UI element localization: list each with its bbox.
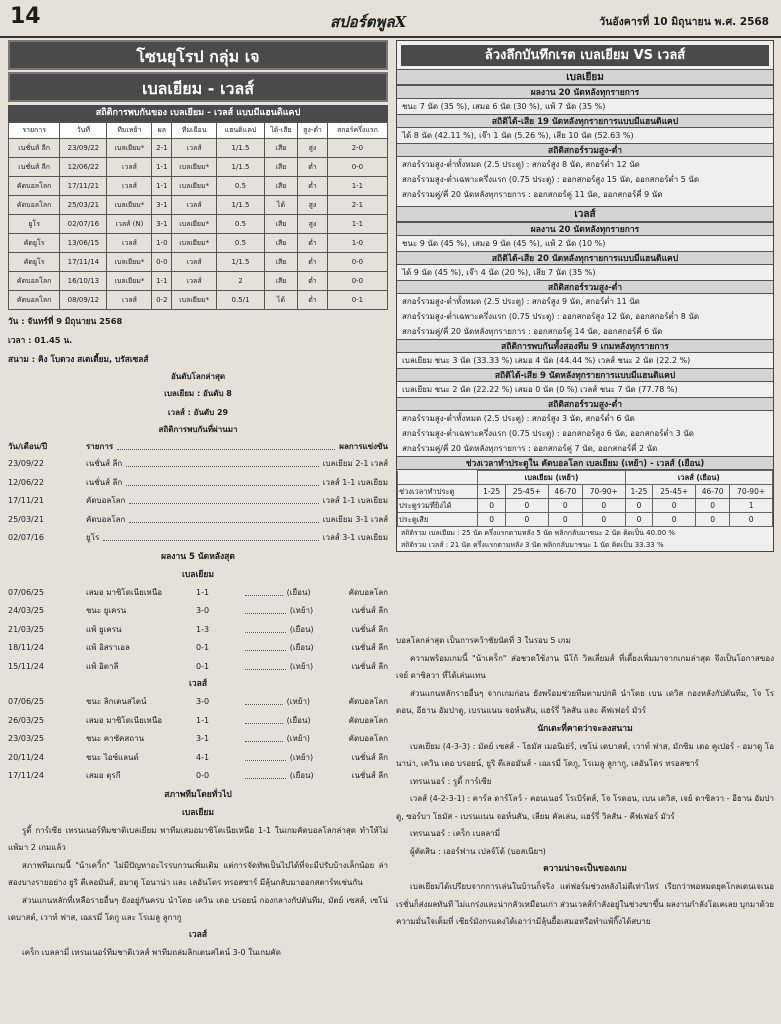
period-value: 0	[582, 513, 625, 527]
last5-row	[8, 639, 388, 658]
stat-line: ได้ 9 นัด (45 %), เจ๊า 4 นัด (20 %), เสีย 7 นัด (35 %)	[402, 268, 596, 277]
last5-date: 26/03/25	[8, 715, 44, 725]
last5-team2-list	[8, 693, 388, 786]
table-cell: คัดยูโร	[9, 234, 60, 253]
last5-competition: เนชั่นส์ ลีก	[351, 752, 388, 762]
last5-venue: (เหย้า)	[289, 661, 314, 671]
table-cell: เสีย	[264, 272, 297, 291]
team-status-title: สภาพทีมโดยทั่วไป	[164, 789, 232, 800]
table-header-cell: ผล	[152, 123, 172, 139]
lineup-team2: เวลส์ (4-2-3-1) : คาร์ล ดาร์โลว์ - คอนเนอร์ โรเบิร์ตส์, โจ โรดอน, เบน เดวิส, เจย์ ดาซิลวา - อีธาน อัมปาดู, ซอร์บา โธมัส - เบรนแนน จอห์นสัน, เลียม คัลเล่น, แฮร์รี่ วิลสัน - คีฟเฟอร์ มัวร์	[396, 794, 774, 821]
last5-competition: คัดบอลโลก	[348, 734, 388, 743]
meeting-result: เบลเยียม 2-1 เวลส์	[322, 459, 388, 468]
table-cell: ต่ำ	[298, 272, 328, 291]
brand-logo: สปอร์ตพูลX	[330, 13, 407, 31]
table-cell: 0.5/1	[217, 291, 265, 310]
right-column	[396, 40, 774, 552]
match-time: เวลา : 01.45 น.	[8, 335, 73, 345]
table-row	[9, 158, 388, 177]
lineup-title: นักเตะที่คาดว่าจะลงสนาม	[537, 723, 633, 734]
last5-venue: (เหย้า)	[286, 734, 311, 743]
table-cell: คัดบอลโลก	[9, 272, 60, 291]
stat-line: สกอร์รวมคู่/คี่ 20 นัดหลังทุกรายการ : ออกสกอร์คู่ 14 นัด, ออกสกอร์คี่ 6 นัด	[402, 327, 663, 336]
issue-date: วันอังคารที่ 10 มิถุนายน พ.ศ. 2568	[599, 16, 769, 28]
last5-score: 3-1	[196, 734, 210, 743]
meeting-date: 12/06/22	[8, 477, 44, 487]
last5-date: 17/11/24	[8, 771, 44, 780]
last5-competition: คัดบอลโลก	[348, 587, 388, 597]
table-row	[9, 215, 388, 234]
team1-heading: เบลเยียม	[397, 69, 773, 85]
period-row	[398, 499, 773, 513]
last5-team1-title: เบลเยียม	[182, 569, 214, 580]
last5-opponent: ชนะ ลิกเตนสไตน์	[86, 697, 147, 706]
last5-row	[8, 658, 388, 677]
table-cell: 17/11/14	[60, 253, 107, 272]
table-cell: ต่ำ	[298, 253, 328, 272]
last5-opponent: เสมอ ตุรกี	[86, 771, 121, 780]
table-cell: 0-0	[327, 272, 387, 291]
ranking-team1: เบลเยียม : อันดับ 8	[164, 389, 232, 398]
table-header-cell: สกอร์ครึ่งแรก	[327, 123, 387, 139]
period-table	[397, 470, 773, 527]
last5-venue: (เหย้า)	[289, 752, 314, 762]
period-value: 0	[505, 513, 548, 527]
last5-competition: เนชั่นส์ ลีก	[351, 643, 388, 652]
last5-row	[8, 584, 388, 603]
past-meeting-row	[8, 455, 388, 474]
stat-line: สกอร์รวมสูง-ต่ำทั้งหมด (2.5 ประตู) : สกอร์สูง 8 นัด, สกอร์ต่ำ 12 นัด	[402, 160, 640, 169]
stat-line: สกอร์รวมสูง-ต่ำทั้งหมด (2.5 ประตู) : สกอร์สูง 3 นัด, สกอร์ต่ำ 6 นัด	[402, 414, 635, 423]
last5-competition: เนชั่นส์ ลีก	[351, 624, 388, 634]
stat-line: สกอร์รวมสูง-ต่ำเฉพาะครึ่งแรก (0.75 ประตู) : ออกสกอร์สูง 12 นัด, ออกสกอร์ต่ำ 8 นัด	[402, 312, 700, 321]
period-value: 0	[505, 499, 548, 513]
period-bin: 25-45+	[653, 485, 696, 499]
match-info	[8, 312, 388, 369]
table-cell: เสีย	[264, 215, 297, 234]
table-cell: เบลเยียม*	[172, 291, 217, 310]
last5-date: 18/11/24	[8, 643, 44, 652]
table-cell: 0-0	[152, 253, 172, 272]
table-cell: คัดบอลโลก	[9, 196, 60, 215]
table-cell: คัดบอลโลก	[9, 177, 60, 196]
period-value: 0	[548, 513, 582, 527]
last5-date: 07/06/25	[8, 587, 44, 597]
table-cell: เวลส์	[107, 158, 152, 177]
table-cell: 17/11/21	[60, 177, 107, 196]
stat-line: เบลเยียม ชนะ 3 นัด (33.33 %) เสมอ 4 นัด (44.44 %) เวลส์ ชนะ 2 นัด (22.2 %)	[402, 356, 691, 365]
last5-venue: (เยือน)	[286, 587, 311, 597]
table-header-cell: ทีมเหย้า	[107, 123, 152, 139]
period-row	[398, 513, 773, 527]
table-cell: เบลเยียม*	[107, 272, 152, 291]
table-cell: ต่ำ	[298, 234, 328, 253]
table-cell: 23/09/22	[60, 139, 107, 158]
last5-opponent: แพ้ ยูเครน	[86, 624, 122, 634]
last5-opponent: แพ้ อิตาลี	[86, 661, 119, 671]
last5-opponent: เสมอ มาซิโดเนียเหนือ	[86, 587, 163, 597]
table-row	[9, 196, 388, 215]
table-cell: 0.5	[217, 215, 265, 234]
last5-competition: เนชั่นส์ ลีก	[351, 771, 388, 780]
last5-row	[8, 621, 388, 640]
table-cell: เวลส์	[172, 196, 217, 215]
lineup-team1: เบลเยียม (4-3-3) : มัตย์ เซสส์ - โธมัส เมอนิเย่ร์, เซโน่ เดบาสต์, เวาท์ ฟาส, มักซิม เดอ คูเปอร์ - อมาดู โอนาน่า, เควิน เดอ บรอยน์, ยูริ ตีเลอมันส์ - เฌเรมี่ โดกู, โรเมลู ลูกากู, เลอันโดร ทรอสซาร์	[396, 741, 775, 768]
table-cell: 0.5	[217, 234, 265, 253]
table-cell: ต่ำ	[298, 291, 328, 310]
past-meeting-row	[8, 492, 388, 511]
last5-date: 20/11/24	[8, 752, 44, 762]
period-bin: 70-90+	[582, 485, 625, 499]
last5-venue: (เยือน)	[289, 771, 314, 780]
table-cell: 1-1	[327, 177, 387, 196]
table-cell: ต่ำ	[298, 177, 328, 196]
stat-line: ชนะ 9 นัด (45 %), เสมอ 9 นัด (45 %), แพ้ 2 นัด (10 %)	[402, 239, 606, 248]
last5-opponent: เสมอ มาซิโดเนียเหนือ	[86, 715, 163, 725]
last5-competition: เนชั่นส์ ลีก	[351, 606, 388, 615]
table-cell: เนชั่นส์ ลีก	[9, 139, 60, 158]
left-column	[8, 40, 388, 961]
table-header-cell: สูง-ต่ำ	[298, 123, 328, 139]
last5-score: 4-1	[196, 752, 210, 762]
group-title: โซนยุโรป กลุ่ม เจ	[8, 40, 388, 70]
stat-heading: สถิติได้-เสีย 9 นัดหลังทุกรายการแบบมีแฮนดิแคป	[397, 368, 773, 382]
table-cell: 1-1	[152, 177, 172, 196]
status-team1-title: เบลเยียม	[182, 807, 214, 818]
table-row	[9, 139, 388, 158]
stat-line: สกอร์รวมสูง-ต่ำเฉพาะครึ่งแรก (0.75 ประตู) : ออกสกอร์สูง 15 นัด, ออกสกอร์ต่ำ 5 นัด	[402, 175, 700, 184]
table-cell: เนชั่นส์ ลีก	[9, 158, 60, 177]
period-team1: เบลเยียม (เหย้า)	[478, 471, 625, 485]
last5-score: 0-0	[196, 771, 210, 780]
table-row	[9, 291, 388, 310]
table-cell: เวลส์	[172, 272, 217, 291]
status-paragraph: ส่วนแกนหลักที่เหลือรายอื่นๆ ยังอยู่กันครบ นำโดย เควิน เดอ บรอยน์ กองกลางกัปตันทีม, มัตย์ เซสส์, เซโน่ เดบาสต์, เวาท์ ฟาส, เฌเรมี่ โดกู และ โรเมลู ลูกากู	[8, 895, 388, 922]
past-meeting-row	[8, 511, 388, 530]
period-bin: 1-25	[478, 485, 506, 499]
period-value: 0	[696, 513, 730, 527]
table-cell: 12/06/22	[60, 158, 107, 177]
table-cell: 1-0	[327, 234, 387, 253]
period-value: 0	[582, 499, 625, 513]
comeback-note: สถิติรวม เบลเยียม : 25 นัด ครึ่งแรกตามหลัง 5 นัด พลิกกลับมาชนะ 2 นัด คิดเป็น 40.00 %	[401, 529, 676, 537]
h2h-table-title: สถิติการพบกันของ เบลเยียม - เวลส์ แบบมีแฮนดิแคป	[8, 105, 388, 122]
table-header-cell: แฮนดิแคป	[217, 123, 265, 139]
meeting-date: 23/09/22	[8, 459, 44, 468]
period-value: 0	[653, 499, 696, 513]
table-cell: เวลส์ (N)	[107, 215, 152, 234]
stat-line: เบลเยียม ชนะ 2 นัด (22.22 %) เสมอ 0 นัด (0 %) เวลส์ ชนะ 7 นัด (77.78 %)	[402, 385, 678, 394]
last5-competition: เนชั่นส์ ลีก	[351, 661, 388, 671]
table-row	[9, 253, 388, 272]
right-article	[396, 632, 774, 931]
table-cell: 13/06/15	[60, 234, 107, 253]
table-cell: คัดบอลโลก	[9, 291, 60, 310]
period-value: 0	[548, 499, 582, 513]
table-cell: 2	[217, 272, 265, 291]
table-cell: 3-1	[152, 196, 172, 215]
rate-box-title: ล้วงลึกบันทึกเรต เบลเยียม VS เวลส์	[401, 45, 769, 66]
status-team2-title: เวลส์	[188, 929, 208, 940]
table-cell: เสีย	[264, 234, 297, 253]
table-cell: ได้	[264, 291, 297, 310]
last5-date: 21/03/25	[8, 624, 44, 634]
table-cell: เสีย	[264, 139, 297, 158]
stat-heading: สถิติการพบกันทั้งสองทีม 9 เกมหลังทุกรายการ	[397, 339, 773, 353]
meeting-competition: ยูโร	[86, 533, 100, 542]
table-header-cell: รายการ	[9, 123, 60, 139]
period-value: 0	[625, 513, 653, 527]
stat-heading: สถิติสกอร์รวมสูง-ต่ำ	[397, 397, 773, 411]
table-cell: 2-1	[327, 196, 387, 215]
table-cell: 1/1.5	[217, 158, 265, 177]
period-value: 0	[696, 499, 730, 513]
last5-venue: (เยือน)	[289, 643, 314, 652]
table-cell: เวลส์	[107, 177, 152, 196]
table-cell: 1/1.5	[217, 253, 265, 272]
table-cell: ยูโร	[9, 215, 60, 234]
col-result: ผลการแข่งขัน	[339, 442, 388, 451]
chance-paragraph: เบลเยียมได้เปรียบจากการเล่นในบ้านก็จริง แต่ฟอร์มช่วงหลังไม่ดีเท่าไหร่ เรียกว่าพอหมดยุคโกลเดนเจเนอเรชั่นก็ส่งผลทันที ไม่แกร่งและน่ากลัวเหมือนเก่า ส่วนเวลส์กำลังอยู่ในช่วงขาขึ้น ผลงานกำลังโอเคเลย บุกมาด้วยความมั่นใจเต็มที่ เชียร์มังกรแดงได้เอาว่ามีลุ้นยื้อเสมอหรือทำแพ้กิ๊งได้สบาย	[396, 882, 774, 926]
last5-date: 07/06/25	[8, 697, 44, 706]
stat-line: ได้ 8 นัด (42.11 %), เจ๊า 1 นัด (5.26 %), เสีย 10 นัด (52.63 %)	[402, 131, 634, 140]
table-cell: เวลส์	[172, 139, 217, 158]
last5-date: 24/03/25	[8, 606, 44, 615]
stat-heading: ผลงาน 20 นัดหลังทุกรายการ	[397, 222, 773, 236]
period-row-label: ประตูรวมที่ยิงได้	[398, 499, 478, 513]
table-cell: เสีย	[264, 253, 297, 272]
rate-box	[396, 40, 774, 552]
coach-team2: เทรนเนอร์ : เคร็ก เบลลามี่	[410, 829, 501, 838]
table-header-cell: วันที่	[60, 123, 107, 139]
table-cell: เสีย	[264, 177, 297, 196]
table-cell: เวลส์	[107, 291, 152, 310]
past-meetings-title: สถิติการพบกันที่ผ่านมา	[158, 425, 238, 434]
table-header-cell: ได้-เสีย	[264, 123, 297, 139]
table-row	[9, 234, 388, 253]
meeting-date: 17/11/21	[8, 496, 44, 505]
past-meeting-row	[8, 529, 388, 548]
stat-line: สกอร์รวมคู่/คี่ 20 นัดหลังทุกรายการ : ออกสกอร์คู่ 11 นัด, ออกสกอร์คี่ 9 นัด	[402, 190, 663, 199]
last5-row	[8, 730, 388, 749]
table-cell: 0-0	[327, 158, 387, 177]
period-value: 0	[478, 513, 506, 527]
table-cell: เวลส์	[107, 234, 152, 253]
last5-opponent: ชนะ คาซัคสถาน	[86, 734, 145, 743]
comeback-note: สถิติรวม เวลส์ : 21 นัด ครึ่งแรกตามหลัง 3 นัด พลิกกลับมาชนะ 1 นัด คิดเป็น 33.33 %	[401, 541, 664, 549]
period-value: 1	[730, 499, 773, 513]
table-cell: 1-1	[152, 158, 172, 177]
match-day: วัน : จันทร์ที่ 9 มิถุนายน 2568	[8, 316, 123, 326]
table-cell: เสีย	[264, 158, 297, 177]
stat-line: สกอร์รวมคู่/คี่ 20 นัดหลังทุกรายการ : ออกสกอร์คู่ 7 นัด, ออกสกอร์คี่ 2 นัด	[402, 444, 658, 453]
chance-title: ความน่าจะเป็นของเกม	[543, 864, 627, 874]
last5-score: 1-1	[196, 715, 210, 725]
stat-line: ชนะ 7 นัด (35 %), เสมอ 6 นัด (30 %), แพ้ 7 นัด (35 %)	[402, 102, 606, 111]
table-cell: 2-0	[327, 139, 387, 158]
table-cell: เบลเยียม*	[172, 177, 217, 196]
last5-row	[8, 767, 388, 786]
meeting-date: 02/07/16	[8, 533, 44, 542]
meeting-result: เบลเยียม 3-1 เวลส์	[322, 514, 388, 524]
period-bin: 70-90+	[730, 485, 773, 499]
stat-heading: สถิติได้-เสีย 19 นัดหลังทุกรายการแบบมีแฮนดิแคป	[397, 114, 773, 128]
match-venue: สนาม : คิง โบดวง สเตเดี้ยม, บรัสเซลส์	[8, 354, 149, 364]
coach-team1: เทรนเนอร์ : รูดี้ การ์เซีย	[410, 776, 492, 786]
period-row-label: ประตูเสีย	[398, 513, 478, 527]
status-paragraph: รูดี้ การ์เซีย เทรนเนอร์ทีมชาติเบลเยียม พาทีมเสมอมาซิโดเนียเหนือ 1-1 ในเกมคัดบอลโลกล่าสุด ทำให้ไม่แพ้มา 2 เกมแล้ว	[8, 825, 388, 852]
table-cell: 08/09/12	[60, 291, 107, 310]
team2-heading: เวลส์	[397, 206, 773, 222]
h2h-table	[8, 122, 388, 310]
meeting-competition: เนชั่นส์ ลีก	[86, 459, 123, 468]
last5-row	[8, 712, 388, 731]
period-team2: เวลส์ (เยือน)	[625, 471, 772, 485]
match-title: เบลเยียม - เวลส์	[8, 72, 388, 102]
table-cell: ได้	[264, 196, 297, 215]
table-cell: เวลส์	[172, 253, 217, 272]
last5-venue: (เยือน)	[289, 624, 314, 634]
last5-score: 3-0	[196, 606, 210, 615]
table-cell: 0.5	[217, 177, 265, 196]
ranking-team2: เวลส์ : อันดับ 29	[167, 408, 229, 417]
meeting-date: 25/03/21	[8, 514, 44, 524]
last5-score: 3-0	[196, 697, 210, 706]
meeting-result: เวลส์ 1-1 เบลเยียม	[322, 477, 388, 487]
table-cell: 1-1	[152, 272, 172, 291]
table-cell: ต่ำ	[298, 158, 328, 177]
table-cell: สูง	[298, 215, 328, 234]
table-cell: สูง	[298, 139, 328, 158]
stat-heading: สถิติสกอร์รวมสูง-ต่ำ	[397, 143, 773, 157]
meeting-result: เวลส์ 1-1 เบลเยียม	[322, 496, 388, 505]
last5-team1-list	[8, 584, 388, 677]
past-meetings-header	[8, 438, 388, 455]
table-cell: 1-0	[152, 234, 172, 253]
page-number: 14	[10, 4, 41, 29]
table-header-cell: ทีมเยือน	[172, 123, 217, 139]
last5-date: 23/03/25	[8, 734, 44, 743]
period-bin: 25-45+	[505, 485, 548, 499]
period-bin: 46-70	[696, 485, 730, 499]
stat-line: สกอร์รวมสูง-ต่ำเฉพาะครึ่งแรก (0.75 ประตู) : ออกสกอร์สูง 6 นัด, ออกสกอร์ต่ำ 3 นัด	[402, 429, 694, 438]
last5-team2-title: เวลส์	[188, 679, 208, 689]
last5-opponent: แพ้ อิสราเอล	[86, 643, 130, 652]
meeting-competition: คัดบอลโลก	[86, 514, 126, 524]
table-cell: 0-1	[327, 291, 387, 310]
last5-competition: คัดบอลโลก	[348, 715, 388, 725]
table-row	[9, 177, 388, 196]
stat-heading: ผลงาน 20 นัดหลังทุกรายการ	[397, 85, 773, 99]
table-cell: เบลเยียม*	[172, 234, 217, 253]
period-value: 0	[653, 513, 696, 527]
table-cell: 0-2	[152, 291, 172, 310]
stat-heading: สถิติสกอร์รวมสูง-ต่ำ	[397, 280, 773, 294]
last5-title: ผลงาน 5 นัดหลังสุด	[161, 551, 235, 562]
table-cell: 16/10/13	[60, 272, 107, 291]
period-bin: 1-25	[625, 485, 653, 499]
table-cell: เบลเยียม*	[107, 139, 152, 158]
last5-venue: (เหย้า)	[286, 697, 311, 706]
period-value: 0	[730, 513, 773, 527]
table-header-row	[9, 123, 388, 139]
last5-score: 0-1	[196, 643, 210, 652]
period-title: ช่วงเวลาทำประตูใน คัดบอลโลก เบลเยียม (เหย้า) - เวลส์ (เยือน)	[397, 456, 773, 470]
stat-heading: สถิติได้-เสีย 20 นัดหลังทุกรายการแบบมีแฮนดิแคป	[397, 251, 773, 265]
past-meetings-list	[8, 455, 388, 548]
last5-score: 1-3	[196, 624, 210, 634]
article-paragraph: ความพร้อมเกมนี้ "น้าเคร็ก" ส่อชวดใช้งาน นีโก้ วิลเลี่ยมส์ ที่เดี้ยงเพิ่มมาจากเกมล่าสุด จึงเป็นโอกาสของ เจย์ ดาซิลวา ที่ได้เล่นแทน	[396, 653, 774, 680]
referee: ผู้ตัดสิน : เออร์ฟาน เปลจ์โต้ (บอสเนียฯ)	[410, 846, 546, 856]
period-label: ช่วงเวลาทำประตู	[398, 485, 478, 499]
last5-competition: คัดบอลโลก	[348, 697, 388, 706]
col-competition: รายการ	[86, 442, 114, 451]
article-paragraph: ส่วนแกนหลักรายอื่นๆ จากเกมก่อน ยังพร้อมช่วยทีมตามปกติ นำโดย เบน เดวิส กองหลังกัปตันทีม, โจ โรดอน, อีธาน อัมปาดู, เบรนแนน จอห์นสัน, แฮร์รี่ วิลสัน และ คีฟเฟอร์ มัวร์	[396, 688, 774, 715]
status-paragraph: เคร็ก เบลลามี่ เทรนเนอร์ทีมชาติเวลส์ พาทีมถล่มลิกเตนสไตน์ 3-0 ในเกมคัด	[22, 947, 281, 957]
period-value: 0	[625, 499, 653, 513]
article-paragraph: บอลโลกล่าสุด เป็นการคว้าชัยนัดที่ 3 ในรอบ 5 เกม	[396, 636, 571, 645]
last5-score: 1-1	[196, 587, 210, 597]
table-cell: 1-1	[327, 215, 387, 234]
page-header	[0, 0, 781, 38]
last5-venue: (เยือน)	[286, 715, 311, 725]
meeting-result: เวลส์ 3-1 เบลเยียม	[322, 533, 388, 542]
table-cell: เบลเยียม*	[107, 196, 152, 215]
period-value: 0	[478, 499, 506, 513]
ranking-title: อันดับโลกล่าสุด	[170, 372, 226, 381]
table-cell: 1/1.5	[217, 196, 265, 215]
last5-date: 15/11/24	[8, 661, 44, 671]
table-cell: เบลเยียม*	[172, 215, 217, 234]
table-cell: 2-1	[152, 139, 172, 158]
period-bin: 46-70	[548, 485, 582, 499]
table-cell: 3-1	[152, 215, 172, 234]
table-cell: คัดยูโร	[9, 253, 60, 272]
last5-row	[8, 693, 388, 712]
status-paragraph: สภาพทีมเกมนี้ "น้าเควิ้ก" ไม่มีปัญหาอะไรรบกวนเพิ่มเติม แต่การจัดทัพเป็นไปได้ที่จะมีปรับบ้างเล็กน้อย ล่าสองบางรายอย่าง ยูริ ตีเลอมันส์, อมาดู โอนาน่า และ เลอันโดร ทรอสซาร์ มีลุ้นกลับมาออกสตาร์ทเช่นกัน	[8, 860, 388, 887]
table-cell: 25/03/21	[60, 196, 107, 215]
table-cell: สูง	[298, 196, 328, 215]
last5-venue: (เหย้า)	[289, 606, 314, 615]
table-cell: เบลเยียม*	[172, 158, 217, 177]
last5-opponent: ชนะ ยูเครน	[86, 606, 127, 615]
table-cell: 1/1.5	[217, 139, 265, 158]
last5-opponent: ชนะ ไอซ์แลนด์	[86, 752, 139, 762]
last5-row	[8, 749, 388, 768]
table-row	[9, 272, 388, 291]
past-meeting-row	[8, 474, 388, 493]
stat-line: สกอร์รวมสูง-ต่ำทั้งหมด (2.5 ประตู) : สกอร์สูง 9 นัด, สกอร์ต่ำ 11 นัด	[402, 297, 640, 306]
table-cell: 02/07/16	[60, 215, 107, 234]
col-date: วัน/เดือน/ปี	[8, 442, 48, 451]
table-cell: เบลเยียม*	[107, 253, 152, 272]
last5-row	[8, 602, 388, 621]
table-cell: 0-0	[327, 253, 387, 272]
meeting-competition: เนชั่นส์ ลีก	[86, 477, 123, 487]
last5-score: 0-1	[196, 661, 210, 671]
meeting-competition: คัดบอลโลก	[86, 496, 126, 505]
